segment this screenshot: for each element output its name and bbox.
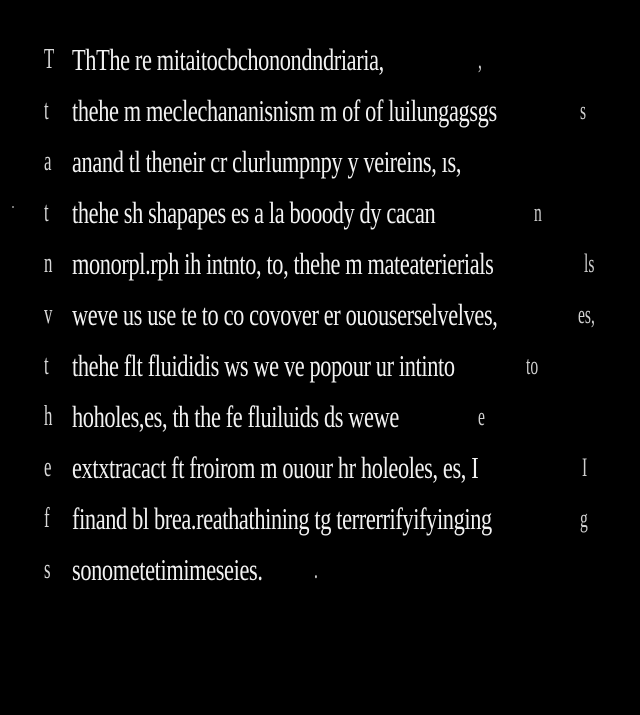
trailing-glyph: g [580,504,588,533]
poem-line [0,442,640,493]
poem-line [0,340,640,391]
line-text: hoholes,es, th the fe fluiluids ds wewe [72,399,399,434]
trailing-glyph: , [478,45,482,74]
poem-block [0,34,640,595]
poem-line [0,187,640,238]
trailing-glyph: ls [584,249,595,278]
line-text: monorpl.rph ih intnto, to, thehe m mateaterierials [72,246,494,281]
margin-glyph: f [44,503,50,534]
poem-line [0,391,640,442]
line-text: thehe m meclechananisnism m of of luilungagsgs [72,93,497,128]
line-text: thehe sh shapapes es a la booody dy cacan [72,195,436,230]
line-text: weve us use te to co covover er ououserselvelves, [72,297,498,332]
margin-glyph: e [44,452,52,483]
trailing-glyph: es, [578,300,595,329]
poem-line [0,493,640,544]
trailing-glyph: n [534,198,542,227]
margin-glyph: n [44,248,53,279]
line-text: thehe flt fluididis ws we ve popour ur intinto [72,348,455,383]
poem-line [0,289,640,340]
poem-line [0,238,640,289]
margin-glyph: t [44,197,49,228]
margin-glyph: v [44,299,53,330]
margin-glyph: T [44,44,55,75]
trailing-glyph: s [580,96,587,125]
trailing-glyph: . [314,555,318,584]
margin-glyph: h [44,401,53,432]
line-text: finand bl brea.reathathining tg terrerrifyifyinging [72,501,492,536]
poem-line [0,136,640,187]
margin-glyph: a [44,146,52,177]
line-text: sonometetimimeseies. [72,552,263,587]
trailing-glyph: e [478,402,485,431]
poem-line [0,34,640,85]
trailing-glyph: to [526,351,539,380]
poem-line [0,85,640,136]
trailing-glyph: I [582,453,588,482]
margin-glyph: s [44,554,51,585]
margin-glyph: t [44,350,49,381]
line-text: extxtracact ft froirom m ouour hr holeoles, es, I [72,450,479,485]
margin-glyph: t [44,95,49,126]
line-text: ThThe re mitaitocbchonondndriaria, [72,42,384,77]
line-text: anand tl theneir cr clurlumpnpy y veireins, ıs, [72,144,462,179]
poem-line [0,544,640,595]
